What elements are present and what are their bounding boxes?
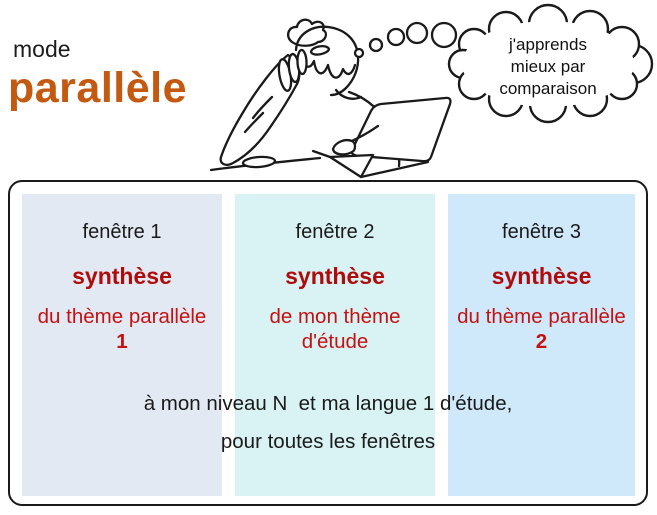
- windows-board: [8, 180, 648, 506]
- footer-line: à mon niveau N et ma langue 1 d'étude,: [143, 392, 513, 415]
- finger: [297, 50, 307, 74]
- thought-dots: [355, 23, 456, 57]
- thought-bubble-text-line: comparaison: [499, 79, 597, 98]
- window-desc-line: du thème parallèle: [37, 305, 207, 328]
- window-description: [448, 304, 635, 354]
- window-title: fenêtre 3: [502, 221, 581, 243]
- window-heading: synthèse: [72, 263, 172, 289]
- mode-label: mode: [13, 36, 71, 62]
- window-desc-line: 1: [116, 330, 128, 353]
- typing-hand: [333, 140, 355, 154]
- window-description: [22, 304, 222, 354]
- footer-line: pour toutes les fenêtres: [220, 430, 436, 453]
- mouse-drawing: [243, 156, 276, 168]
- window-desc-line: 2: [535, 330, 548, 353]
- hair-part: [311, 46, 329, 54]
- window-description: [235, 304, 435, 354]
- thought-bubble: [449, 5, 652, 122]
- thought-bubble-text-line: j'apprends: [509, 35, 587, 54]
- hair-fringe: [300, 58, 355, 78]
- window-desc-line: du thème parallèle: [457, 305, 626, 328]
- page-title: parallèle: [8, 64, 187, 112]
- header-illustration: [0, 0, 657, 180]
- laptop-drawing: [313, 98, 450, 177]
- hair-bun: [288, 20, 326, 46]
- window-heading: synthèse: [285, 263, 385, 289]
- window-heading: synthèse: [491, 263, 592, 289]
- board-footer: [10, 385, 646, 461]
- window-desc-line: d'étude: [301, 330, 369, 353]
- thought-bubble-text-line: mieux par: [510, 57, 586, 76]
- window-desc-line: de mon thème: [269, 305, 401, 328]
- window-title: fenêtre 2: [295, 221, 375, 243]
- window-title: fenêtre 1: [82, 221, 162, 243]
